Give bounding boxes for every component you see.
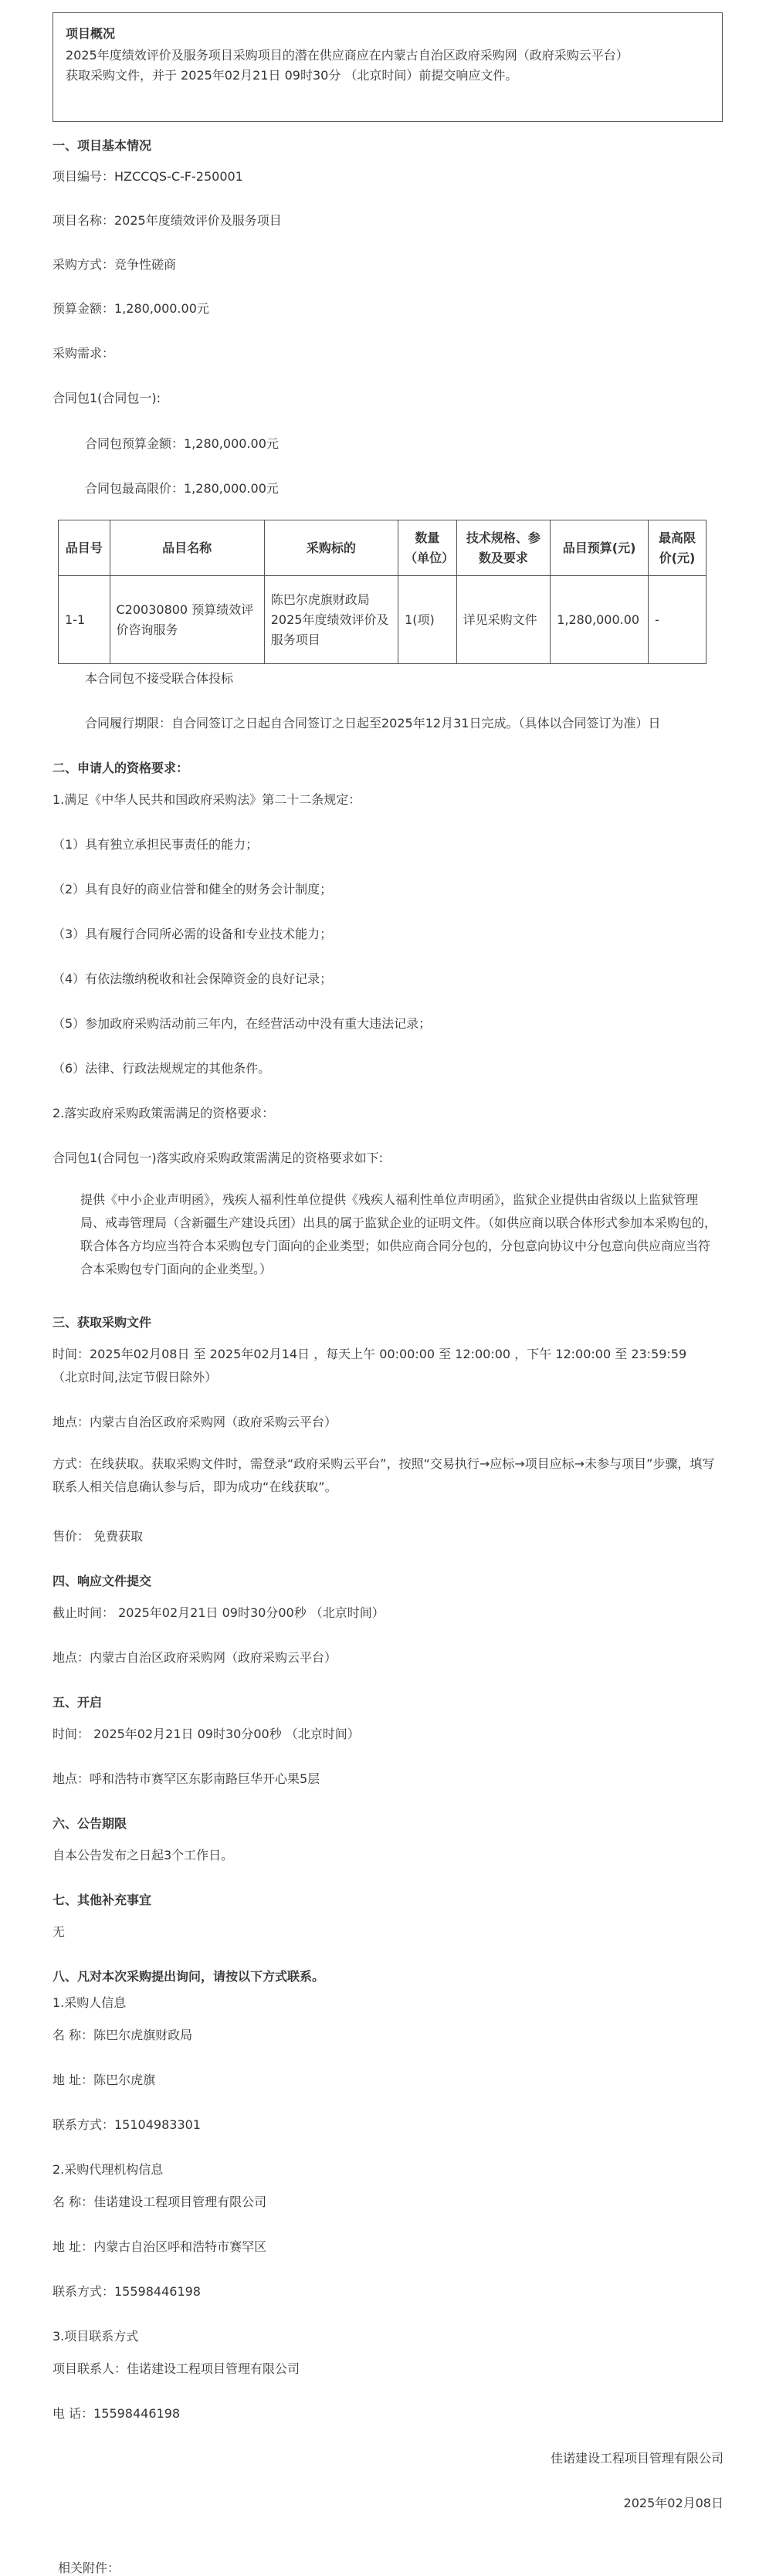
table-cell: 1(项) <box>398 576 457 664</box>
section-6-heading: 六、公告期限 <box>53 1816 127 1831</box>
section-5-heading: 五、开启 <box>53 1695 103 1710</box>
notice-period: 自本公告发布之日起3个工作日。 <box>53 1848 234 1863</box>
table-cell: 详见采购文件 <box>456 576 551 664</box>
table-cell: C20030800 预算绩效评价咨询服务 <box>110 576 264 664</box>
project-number: 项目编号：HZCCQS-C-F-250001 <box>53 169 243 184</box>
section-8-heading: 八、凡对本次采购提出询问，请按以下方式联系。 <box>53 1969 325 1984</box>
no-consortium-note: 本合同包不接受联合体投标 <box>85 671 234 686</box>
items-table <box>58 520 707 664</box>
project-contact-person: 项目联系人：佳诺建设工程项目管理有限公司 <box>53 2361 300 2376</box>
procurement-method: 采购方式：竞争性磋商 <box>53 257 177 272</box>
purchaser-contact: 联系方式：15104983301 <box>53 2117 201 2132</box>
qualification-item: （6）法律、行政法规规定的其他条件。 <box>53 1061 271 1076</box>
section-3-heading: 三、获取采购文件 <box>53 1315 152 1330</box>
purchaser-name: 名 称：陈巴尔虎旗财政局 <box>53 2028 193 2042</box>
purchaser-address: 地 址：陈巴尔虎旗 <box>53 2073 156 2087</box>
opening-time: 时间： 2025年02月21日 09时30分00秒 （北京时间） <box>53 1727 360 1741</box>
project-name: 项目名称：2025年度绩效评价及服务项目 <box>53 213 282 228</box>
agency-contact: 联系方式：15598446198 <box>53 2284 201 2299</box>
section-1-heading: 一、项目基本情况 <box>53 138 152 153</box>
policy-package-label: 合同包1(合同包一)落实政府采购政策需满足的资格要求如下: <box>53 1151 384 1165</box>
table-header-row <box>59 520 707 576</box>
submission-deadline: 截止时间： 2025年02月21日 09时30分00秒 （北京时间） <box>53 1605 385 1620</box>
acquisition-time: 时间：2025年02月08日 至 2025年02月14日 ，每天上午 00:00:00 至 12:00:00 ，下午 12:00:00 至 23:59:59 <box>53 1347 687 1361</box>
qualification-item: （1）具有独立承担民事责任的能力； <box>53 837 259 852</box>
acquisition-price: 售价： 免费获取 <box>53 1529 144 1544</box>
overview-line-2: 获取采购文件，并于 2025年02月21日 09时30分 （北京时间）前提交响应文件。 <box>66 68 518 83</box>
acquisition-method: 方式：在线获取。获取采购文件时，需登录“政府采购云平台”，按照“交易执行→应标→项目应标→未参与项目”步骤，填写联系人相关信息确认参与后，即为成功“在线获取”。 <box>53 1456 715 1494</box>
overview-title: 项目概况 <box>66 26 116 41</box>
signature-company: 佳诺建设工程项目管理有限公司 <box>550 2451 723 2466</box>
contract-package-label: 合同包1(合同包一): <box>53 391 161 405</box>
qualification-item: （2）具有良好的商业信誉和健全的财务会计制度； <box>53 882 333 897</box>
table-cell: 1,280,000.00 <box>551 576 649 664</box>
overview-line-1: 2025年度绩效评价及服务项目采购项目的潜在供应商应在内蒙古自治区政府采购网（政府采购云平台） <box>66 48 629 63</box>
table-cell: 陈巴尔虎旗财政局2025年度绩效评价及服务项目 <box>264 576 398 664</box>
section-7-heading: 七、其他补充事宜 <box>53 1893 152 1907</box>
budget-amount: 预算金额：1,280,000.00元 <box>53 301 209 316</box>
qualification-intro: 1.满足《中华人民共和国政府采购法》第二十二条规定： <box>53 792 361 807</box>
table-header-cell: 技术规格、参数及要求 <box>456 520 551 576</box>
section-2-heading: 二、申请人的资格要求： <box>53 761 189 775</box>
contract-period: 合同履行期限：自合同签订之日起自合同签订之日起至2025年12月31日完成。（具体以合同签订为准）日 <box>85 716 661 730</box>
project-overview-box <box>53 12 723 122</box>
attachments-label: 相关附件： <box>58 2561 120 2575</box>
project-phone: 电 话：15598446198 <box>53 2406 181 2421</box>
table-cell: - <box>648 576 706 664</box>
table-cell: 1-1 <box>59 576 110 664</box>
acquisition-time-note: （北京时间,法定节假日除外） <box>53 1370 218 1385</box>
package-budget: 合同包预算金额：1,280,000.00元 <box>85 436 279 451</box>
qualification-item: （3）具有履行合同所必需的设备和专业技术能力； <box>53 927 333 941</box>
signature-date: 2025年02月08日 <box>623 2496 723 2510</box>
table-row <box>59 576 707 664</box>
policy-requirements: 2.落实政府采购政策需满足的资格要求： <box>53 1106 275 1120</box>
submission-place: 地点：内蒙古自治区政府采购网（政府采购云平台） <box>53 1650 337 1665</box>
table-header-cell: 采购标的 <box>264 520 398 576</box>
opening-place: 地点：呼和浩特市赛罕区东影南路巨华开心果5层 <box>53 1771 320 1786</box>
section-4-heading: 四、响应文件提交 <box>53 1574 152 1588</box>
table-header-cell: 品目名称 <box>110 520 264 576</box>
agency-address: 地 址：内蒙古自治区呼和浩特市赛罕区 <box>53 2239 267 2254</box>
procurement-needs-label: 采购需求： <box>53 346 115 361</box>
qualification-item: （5）参加政府采购活动前三年内，在经营活动中没有重大违法记录； <box>53 1016 432 1031</box>
policy-text: 提供《中小企业声明函》，残疾人福利性单位提供《残疾人福利性单位声明函》，监狱企业提供由省级以上监狱管理局、戒毒管理局（含新疆生产建设兵团）出具的属于监狱企业的证明文件。（如供应商以联合体形式参加本采购包的，联合体各方均应当符合本采购包专门面向的企业类型；如供应商合同分包的，分包意向协议中分包意向供应商应当符合本采购包专门面向的企业类型。） <box>80 1192 717 1276</box>
agency-name: 名 称：佳诺建设工程项目管理有限公司 <box>53 2195 267 2209</box>
table-header-cell: 品目号 <box>59 520 110 576</box>
purchaser-title: 1.采购人信息 <box>53 1995 127 2010</box>
table-header-cell: 品目预算(元) <box>551 520 649 576</box>
project-contact-title: 3.项目联系方式 <box>53 2329 139 2344</box>
supplementary-text: 无 <box>53 1924 66 1939</box>
acquisition-place: 地点：内蒙古自治区政府采购网（政府采购云平台） <box>53 1415 337 1429</box>
agency-title: 2.采购代理机构信息 <box>53 2162 164 2177</box>
table-header-cell: 最高限价(元) <box>648 520 706 576</box>
qualification-item: （4）有依法缴纳税收和社会保障资金的良好记录； <box>53 971 333 986</box>
package-max-price: 合同包最高限价：1,280,000.00元 <box>85 481 279 496</box>
table-header-cell: 数量（单位） <box>398 520 457 576</box>
